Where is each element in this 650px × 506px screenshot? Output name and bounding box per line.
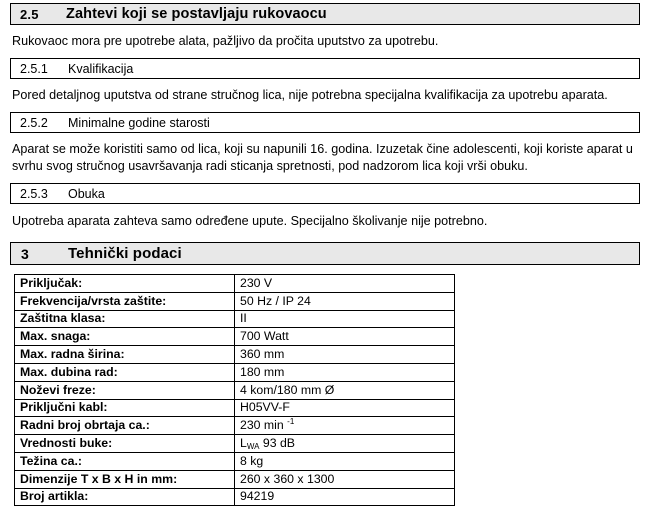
spec-key-cell: Noževi freze: bbox=[15, 381, 235, 399]
subsection-number-2-5-3: 2.5.3 bbox=[20, 186, 48, 201]
table-row bbox=[15, 435, 455, 453]
table-row bbox=[15, 452, 455, 470]
spec-key-cell: Broj artikla: bbox=[15, 488, 235, 506]
spec-value-cell: 230 min $^{-1}$ bbox=[235, 417, 455, 435]
spec-value-cell: H05VV-F bbox=[235, 399, 455, 417]
table-row bbox=[15, 399, 455, 417]
spec-key-cell: Radni broj obrtaja ca.: bbox=[15, 417, 235, 435]
spec-value-cell: 8 kg bbox=[235, 452, 455, 470]
subsection-title-2-5-2: Minimalne godine starosti bbox=[68, 115, 210, 130]
subsection-header-2-5-3 bbox=[10, 183, 640, 204]
table-row bbox=[15, 381, 455, 399]
spec-value-cell: 260 x 360 x 1300 bbox=[235, 470, 455, 488]
subsection-title-2-5-1: Kvalifikacija bbox=[68, 61, 134, 76]
spec-key-cell: Zaštitna klasa: bbox=[15, 310, 235, 328]
spec-value-cell: 180 mm bbox=[235, 363, 455, 381]
technical-data-table-body bbox=[15, 275, 455, 506]
section-number-2-5: 2.5 bbox=[20, 6, 39, 22]
paragraph-intro: Rukovaoc mora pre upotrebe alata, pažljivo da pročita uputstvo za upotrebu. bbox=[12, 34, 439, 48]
spec-value-cell: 50 Hz / IP 24 bbox=[235, 292, 455, 310]
subsection-title-2-5-3: Obuka bbox=[68, 186, 105, 201]
section-header-2-5 bbox=[10, 3, 640, 25]
table-row bbox=[15, 275, 455, 293]
table-row bbox=[15, 328, 455, 346]
document-page bbox=[0, 3, 650, 504]
spec-key-cell: Vrednosti buke: bbox=[15, 435, 235, 453]
spec-table-container bbox=[10, 274, 640, 506]
table-row bbox=[15, 488, 455, 506]
spec-key-cell: Frekvencija/vrsta zaštite: bbox=[15, 292, 235, 310]
section-title-2-5: Zahtevi koji se postavljaju rukovaocu bbox=[66, 6, 327, 22]
subsection-number-2-5-2: 2.5.2 bbox=[20, 115, 48, 130]
subsection-header-2-5-2 bbox=[10, 112, 640, 133]
spec-key-cell: Max. snaga: bbox=[15, 328, 235, 346]
subsection-number-2-5-1: 2.5.1 bbox=[20, 61, 48, 76]
spec-key-cell: Težina ca.: bbox=[15, 452, 235, 470]
spec-value-cell: $L_{WA}$ 93 dB bbox=[235, 435, 455, 453]
spec-key-cell: Max. dubina rad: bbox=[15, 363, 235, 381]
spec-key-cell: Priključak: bbox=[15, 275, 235, 293]
section-number-3: 3 bbox=[21, 245, 29, 262]
spec-value-cell: II bbox=[235, 310, 455, 328]
paragraph-godine-starosti: Aparat se može koristiti samo od lica, koji su napunili 16. godina. Izuzetak čine adolescenti, koji koriste aparat u svrhu svog stručnog usavršavanja radi sticanja spretnosti, pod nadzorom lica koji vrši obuku. bbox=[12, 142, 633, 173]
spec-value-cell: 4 kom/180 mm Ø bbox=[235, 381, 455, 399]
table-row bbox=[15, 417, 455, 435]
paragraph-obuka: Upotreba aparata zahteva samo određene upute. Specijalno školivanje nije potrebno. bbox=[12, 214, 488, 228]
table-row bbox=[15, 346, 455, 364]
subsection-header-2-5-1 bbox=[10, 58, 640, 79]
paragraph-kvalifikacija: Pored detaljnog uputstva od strane stručnog lica, nije potrebna specijalna kvalifikacija za upotrebu aparata. bbox=[12, 88, 608, 102]
table-row bbox=[15, 310, 455, 328]
table-row bbox=[15, 470, 455, 488]
spec-value-cell: 230 V bbox=[235, 275, 455, 293]
spec-key-cell: Dimenzije T x B x H in mm: bbox=[15, 470, 235, 488]
table-row bbox=[15, 363, 455, 381]
spec-value-cell: 94219 bbox=[235, 488, 455, 506]
spec-value-cell: 700 Watt bbox=[235, 328, 455, 346]
section-header-3 bbox=[10, 242, 640, 265]
section-title-3: Tehnički podaci bbox=[68, 245, 182, 262]
table-row bbox=[15, 292, 455, 310]
technical-data-table bbox=[14, 274, 455, 506]
spec-key-cell: Max. radna širina: bbox=[15, 346, 235, 364]
spec-value-cell: 360 mm bbox=[235, 346, 455, 364]
spec-key-cell: Priključni kabl: bbox=[15, 399, 235, 417]
